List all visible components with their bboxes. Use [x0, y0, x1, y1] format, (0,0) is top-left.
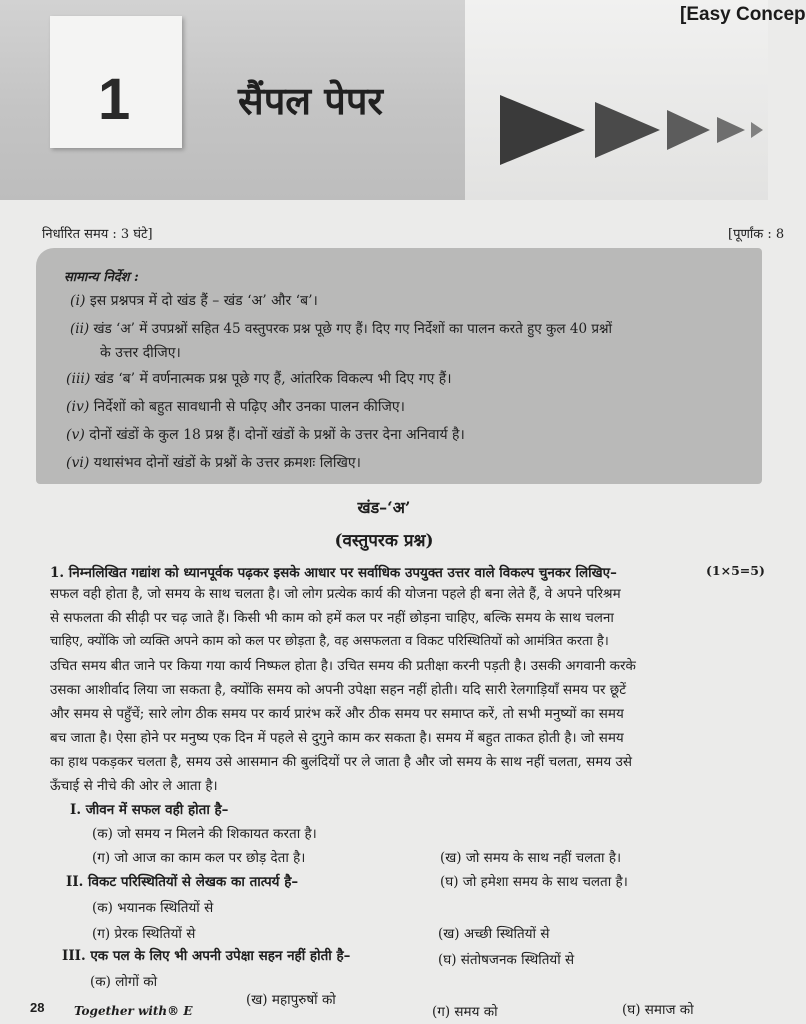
passage-line: का हाथ पकड़कर चलता है, समय उसे आसमान की बुलंदियों पर ले जाता है और जो समय के साथ नहीं चलता, समय उसे [50, 754, 632, 770]
instruction-item [70, 318, 760, 340]
passage-line: बच जाता है। ऐसा होने पर मनुष्य एक दिन में पहले से दुगुने काम कर सकता है। समय में बहुत ताकत होती है। जो समय [50, 730, 624, 746]
instruction-item [66, 396, 756, 418]
passage-line: और समय से पहुँचें; सारे लोग ठीक समय पर कार्य प्रारंभ करें और ठीक समय पर समाप्त करें, तो सभी मनुष्यों का समय [50, 706, 624, 722]
instruction-number: (vi) [66, 455, 90, 471]
passage-line: चाहिए, क्योंकि जो व्यक्ति अपने काम को कल पर छोड़ता है, वह असफलता व विकट परिस्थितियों को आमंत्रित करता है। [50, 634, 609, 649]
instruction-number: (v) [66, 427, 85, 443]
question-prompt [50, 562, 758, 584]
brand-label: [Easy Concep [680, 4, 806, 25]
passage-line: ऊँचाई से नीचे की ओर ले आता है। [50, 778, 218, 794]
time-allowed: निर्धारित समय : 3 घंटे] [42, 227, 153, 242]
subquestion-heading: III. एक पल के लिए भी अपनी उपेक्षा सहन नहीं होती है– [62, 948, 351, 964]
option: (घ) समाज को [622, 1002, 694, 1018]
option: (ख) महापुरुषों को [246, 992, 336, 1008]
instruction-text: यथासंभव दोनों खंडों के प्रश्नों के उत्तर क्रमशः लिखिए। [93, 455, 361, 471]
option: (घ) संतोषजनक स्थितियों से [438, 952, 575, 968]
instruction-item [100, 342, 790, 364]
instruction-number: (iii) [66, 371, 91, 387]
instruction-item [70, 290, 760, 312]
page-number: 28 [30, 1000, 45, 1015]
option: (ग) समय को [432, 1004, 498, 1020]
option: (ख) अच्छी स्थितियों से [438, 926, 550, 942]
passage-line: सफल वही होता है, जो समय के साथ चलता है। जो लोग प्रत्येक कार्य की योजना पहले ही बना लेते हैं, वे अपने परिश्रम [50, 586, 621, 602]
option: (ग) प्रेरक स्थितियों से [92, 926, 196, 942]
question-marks: (1×5=5) [706, 563, 765, 578]
page-title: सैंपल पेपर [238, 78, 383, 123]
arrow-decoration-icon [495, 90, 765, 170]
option: (ख) जो समय के साथ नहीं चलता है। [440, 850, 622, 866]
passage-line: उचित समय बीत जाने पर किया गया कार्य निष्फल होता है। उचित समय की प्रतीक्षा करनी पड़ती है। उसकी अगवानी करके [50, 658, 636, 674]
instruction-text: के उत्तर दीजिए। [100, 345, 181, 361]
instruction-text: इस प्रश्नपत्र में दो खंड हैं – खंड ‘अ’ और ‘ब’। [89, 293, 318, 309]
instruction-text: निर्देशों को बहुत सावधानी से पढ़िए और उनका पालन कीजिए। [93, 399, 405, 415]
instruction-number: (ii) [70, 321, 90, 337]
instruction-item [66, 452, 756, 474]
instruction-item [66, 368, 756, 390]
subquestion-heading: II. विकट परिस्थितियों से लेखक का तात्पर्य है– [66, 874, 299, 890]
passage [50, 582, 760, 798]
section-title: खंड–‘अ’ [357, 498, 411, 517]
instruction-text: खंड ‘ब’ में वर्णनात्मक प्रश्न पूछे गए हैं, आंतरिक विकल्प भी दिए गए हैं। [94, 371, 452, 387]
footer-text: Together with® E [74, 1004, 193, 1018]
passage-line: उसका आशीर्वाद लिया जा सकता है, क्योंकि समय को अपनी उपेक्षा सहन नहीं होती। यदि सारी रेलगाड़ियाँ समय पर छूटें [50, 682, 627, 698]
instructions-heading: सामान्य निर्देश : [64, 270, 139, 285]
question-text: 1. निम्नलिखित गद्यांश को ध्यानपूर्वक पढ़कर इसके आधार पर सर्वाधिक उपयुक्त उत्तर वाले विकल्प चुनकर लिखिए– [50, 565, 617, 581]
passage-line: से सफलता की सीढ़ी पर चढ़ जाते हैं। किसी भी काम को हमें कल पर नहीं छोड़ना चाहिए, बल्कि समय के साथ चलना [50, 610, 614, 626]
option: (घ) जो हमेशा समय के साथ चलता है। [440, 874, 628, 890]
instruction-text: दोनों खंडों के कुल 18 प्रश्न हैं। दोनों खंडों के प्रश्नों के उत्तर देना अनिवार्य है। [89, 427, 465, 443]
instruction-number: (i) [70, 293, 86, 309]
option: (क) लोगों को [90, 974, 158, 990]
section-subtitle: (वस्तुपरक प्रश्न) [334, 531, 434, 551]
instructions-box [36, 248, 762, 484]
instruction-text: खंड ‘अ’ में उपप्रश्नों सहित 45 वस्तुपरक प्रश्न पूछे गए हैं। दिए गए निर्देशों का पालन करते हुए कुल 40 प्रश्नों [93, 321, 613, 337]
option: (क) भयानक स्थितियों से [92, 900, 214, 916]
instruction-item [66, 424, 756, 446]
instruction-number: (iv) [66, 399, 90, 415]
subquestion-heading: I. जीवन में सफल वही होता है– [70, 802, 229, 818]
chapter-number: 1 [98, 67, 131, 132]
option: (ग) जो आज का काम कल पर छोड़ देता है। [92, 850, 306, 866]
option: (क) जो समय न मिलने की शिकायत करता है। [92, 826, 317, 842]
max-marks: [पूर्णांक : 8 [728, 227, 785, 242]
